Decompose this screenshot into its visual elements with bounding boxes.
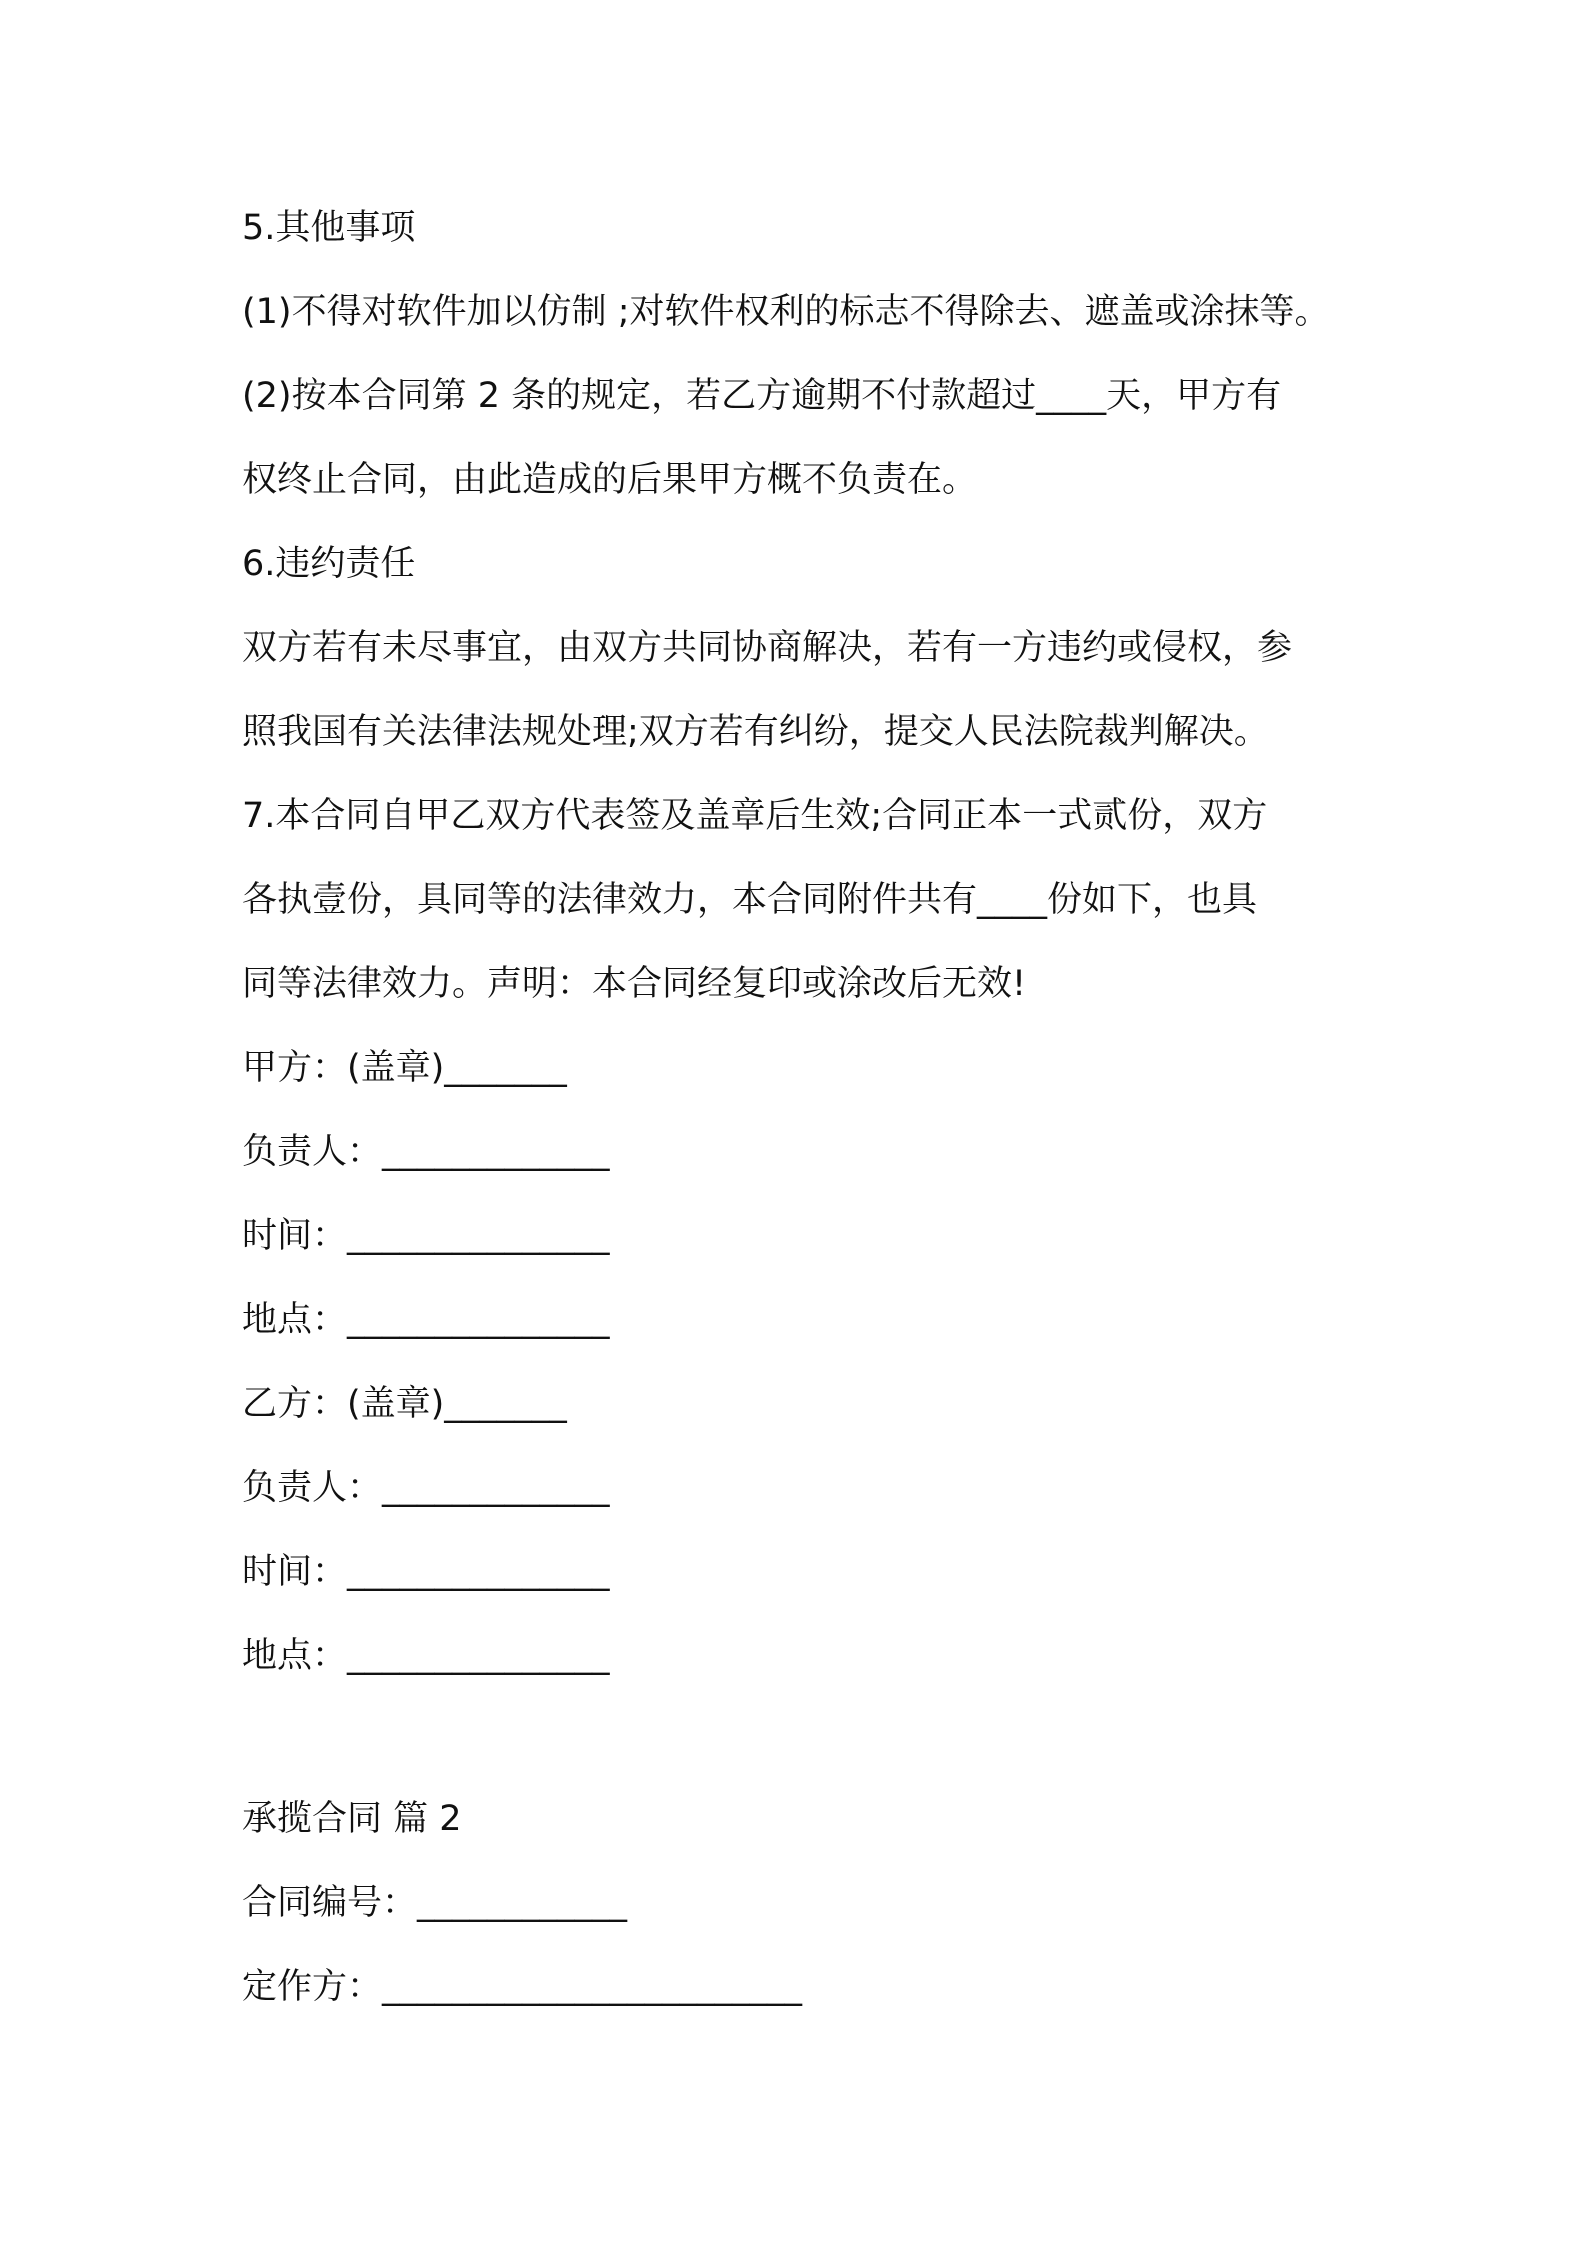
party-a-date-field: 时间：_______________	[242, 1216, 610, 1256]
party-b-location-field: 地点：_______________	[242, 1636, 610, 1676]
party-a-seal-field: 甲方：(盖章)_______	[242, 1048, 567, 1088]
section-5-heading: 5.其他事项	[242, 208, 416, 248]
section-7-line-3: 同等法律效力。声明：本合同经复印或涂改后无效!	[242, 964, 1027, 1004]
section-7-line-1: 7.本合同自甲乙双方代表签及盖章后生效;合同正本一式贰份，双方	[242, 796, 1268, 836]
orderer-field: 定作方：________________________	[242, 1967, 803, 2007]
party-b-seal-field: 乙方：(盖章)_______	[242, 1384, 567, 1424]
party-a-location-field: 地点：_______________	[242, 1300, 610, 1340]
clause-5-2-line-1: (2)按本合同第 2 条的规定，若乙方逾期不付款超过____天，甲方有	[242, 376, 1282, 416]
section-6-heading: 6.违约责任	[242, 544, 416, 584]
clause-5-1: (1)不得对软件加以仿制 ;对软件权利的标志不得除去、遮盖或涂抹等。	[242, 292, 1330, 332]
contract-number-field: 合同编号：____________	[242, 1883, 628, 1923]
party-b-representative-field: 负责人：_____________	[242, 1468, 610, 1508]
party-a-representative-field: 负责人：_____________	[242, 1132, 610, 1172]
section-7-line-2: 各执壹份，具同等的法律效力，本合同附件共有____份如下，也具	[242, 880, 1258, 920]
party-b-date-field: 时间：_______________	[242, 1552, 610, 1592]
clause-5-2-line-2: 权终止合同，由此造成的后果甲方概不负责在。	[242, 460, 978, 500]
section-6-line-2: 照我国有关法律法规处理;双方若有纠纷，提交人民法院裁判解决。	[242, 712, 1269, 752]
contract-2-title: 承揽合同 篇 2	[242, 1799, 462, 1839]
section-6-line-1: 双方若有未尽事宜，由双方共同协商解决，若有一方违约或侵权，参	[242, 628, 1293, 668]
